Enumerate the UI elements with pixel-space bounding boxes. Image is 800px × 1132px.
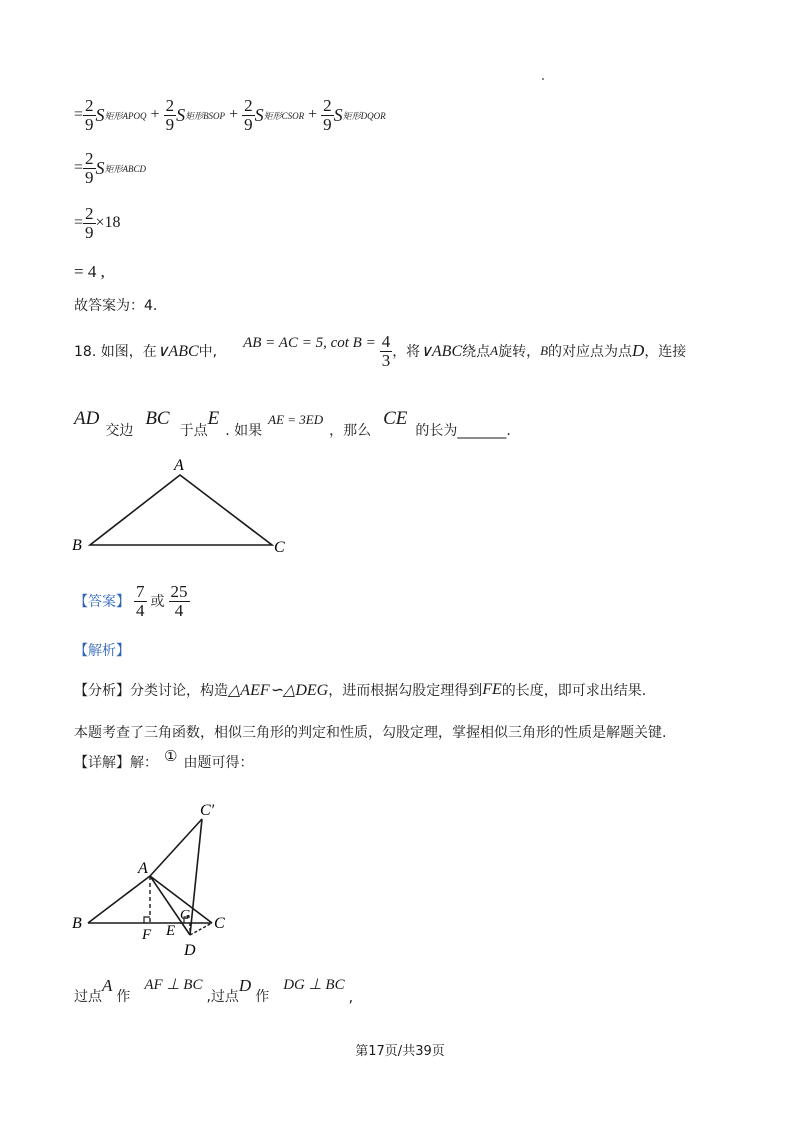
segment-bc: BC <box>145 408 170 429</box>
detail-line <box>74 747 254 772</box>
label-f: F <box>142 927 152 943</box>
point-e: E <box>207 408 220 429</box>
fraction-2-9: $\frac{2}{9}$ <box>85 203 94 242</box>
question-number: 18. 如图，在 <box>74 344 157 360</box>
segment-ce: CE <box>383 408 408 429</box>
point-d: D <box>632 341 645 360</box>
equals-sign: = <box>74 159 84 176</box>
equals-sign: = <box>74 214 84 231</box>
fraction-2-9: $\frac{2}{9}$ <box>323 95 332 134</box>
fraction-2-9: $\frac{2}{9}$ <box>165 95 175 134</box>
text-yu-dian: 于点 <box>179 423 208 439</box>
text-ru-guo: . 如果 <box>225 423 263 439</box>
similar-triangles: △AEF∽△DEG <box>228 682 329 699</box>
fenxi-label: 【分析】 <box>74 683 130 699</box>
label-c-prime: C′ <box>200 802 215 819</box>
text-or: 或 <box>150 594 165 610</box>
detail-text: 解： <box>130 755 158 771</box>
label-c: C <box>274 539 285 556</box>
line-ac-prime <box>150 819 202 876</box>
line-dc-dashed <box>190 923 212 935</box>
subscript-abcd: 矩形ABCD <box>104 163 147 174</box>
point-b: B <box>540 343 549 358</box>
point-a: A <box>490 343 499 358</box>
area-symbol: S <box>333 104 343 125</box>
fraction-7-4: $\frac{7}{4}$ <box>136 581 145 620</box>
fraction-2-9: $\frac{2}{9}$ <box>244 95 253 134</box>
text-zuo: 作 <box>255 989 270 1005</box>
label-e: E <box>166 923 176 939</box>
text-xuanzhuan: 旋转， <box>498 344 541 360</box>
answer-statement: 故答案为：4. <box>74 298 158 314</box>
calc-line-2 <box>74 145 146 191</box>
label-a: A <box>174 457 184 474</box>
area-symbol: S <box>176 104 186 125</box>
condition-ae-3ed: AE = 3ED <box>268 412 324 427</box>
question-18-line-2 <box>74 400 511 440</box>
text-zuo: 作 <box>116 989 131 1005</box>
label-a: A <box>138 860 148 877</box>
construction-line <box>74 972 353 1006</box>
calc-line-1 <box>74 92 386 138</box>
area-symbol: S <box>95 157 105 178</box>
fraction-2-9: $\frac{2}{9}$ <box>85 95 94 134</box>
equals-sign: = <box>74 106 84 123</box>
fenxi-text-2: ，进而根据勾股定理得到 <box>328 683 483 699</box>
text-guo-dian: 过点 <box>74 989 102 1005</box>
text-jiao-bian: 交边 <box>105 423 134 439</box>
comma: , <box>348 990 354 1006</box>
analysis-label: 【解析】 <box>74 643 130 659</box>
answer-label: 【答案】 <box>74 594 130 610</box>
right-angle-f <box>144 917 150 923</box>
subscript-apoq: 矩形APOQ <box>104 110 147 121</box>
text-guo-dian: ,过点 <box>206 989 239 1005</box>
text-zhong: 中, <box>198 344 218 360</box>
analysis-line <box>74 680 646 700</box>
text-jiang: ，将 <box>392 344 421 360</box>
calc-line-3 <box>74 200 121 246</box>
plus-sign: + <box>150 106 160 123</box>
given-condition: AB = AC = 5, cot B = <box>243 334 376 351</box>
plus-sign: + <box>308 106 318 123</box>
page-dot <box>542 78 544 80</box>
point-a: A <box>102 976 113 995</box>
subscript-dqor: 矩形DQOR <box>342 110 386 121</box>
analysis-summary: 本题考查了三角函数，相似三角形的判定和性质，勾股定理，掌握相似三角形的性质是解题关键. <box>74 725 667 741</box>
label-g: G <box>180 908 191 923</box>
perpendicular-af-bc: AF ⊥ BC <box>144 977 203 993</box>
circled-one: ① <box>164 747 178 765</box>
detail-label: 【详解】 <box>74 755 130 771</box>
label-b: B <box>72 537 82 554</box>
page-footer: 第17页/共39页 <box>355 1044 445 1059</box>
label-b: B <box>72 915 82 932</box>
answer-row <box>74 578 190 624</box>
question-18-line-1 <box>74 326 686 376</box>
area-symbol: S <box>254 104 264 125</box>
calc-line-4: = 4 , <box>74 262 105 281</box>
subscript-csor: 矩形CSOR <box>263 110 305 121</box>
fraction-4-3: $\frac{4}{3}$ <box>381 331 391 370</box>
figure-rotation <box>60 795 260 965</box>
point-d: D <box>238 976 252 995</box>
fenxi-text-3: 的长度，即可求出结果. <box>501 683 647 699</box>
area-symbol: S <box>95 104 105 125</box>
text-de-chang: 的长为_______. <box>415 423 511 439</box>
text-rao-dian: 绕点 <box>462 344 491 360</box>
figure-triangle-abc <box>60 455 320 560</box>
perpendicular-dg-bc: DG ⊥ BC <box>283 977 345 993</box>
times-18: ×18 <box>95 214 121 231</box>
triangle-abc: ∨ABC <box>156 343 199 360</box>
text-dui-ying: 的对应点为点 <box>548 344 633 360</box>
detail-text-2: 由题可得： <box>183 755 254 771</box>
label-c: C <box>214 915 225 932</box>
label-d: D <box>184 942 196 959</box>
triangle-abc: ∨ABC <box>420 343 463 360</box>
subscript-bsop: 矩形BSOP <box>185 110 226 121</box>
text-lianjie: ，连接 <box>644 344 687 360</box>
text-na-me: ，那么 <box>329 423 372 439</box>
fenxi-text-1: 分类讨论，构造 <box>130 683 228 699</box>
fraction-25-4: $\frac{25}{4}$ <box>170 581 188 620</box>
line-c-prime-d <box>190 819 202 935</box>
fraction-2-9: $\frac{2}{9}$ <box>85 148 94 187</box>
triangle-outline <box>90 475 272 545</box>
line-ab <box>88 876 150 923</box>
segment-ad: AD <box>74 408 100 429</box>
segment-fe: FE <box>482 681 502 698</box>
plus-sign: + <box>229 106 239 123</box>
